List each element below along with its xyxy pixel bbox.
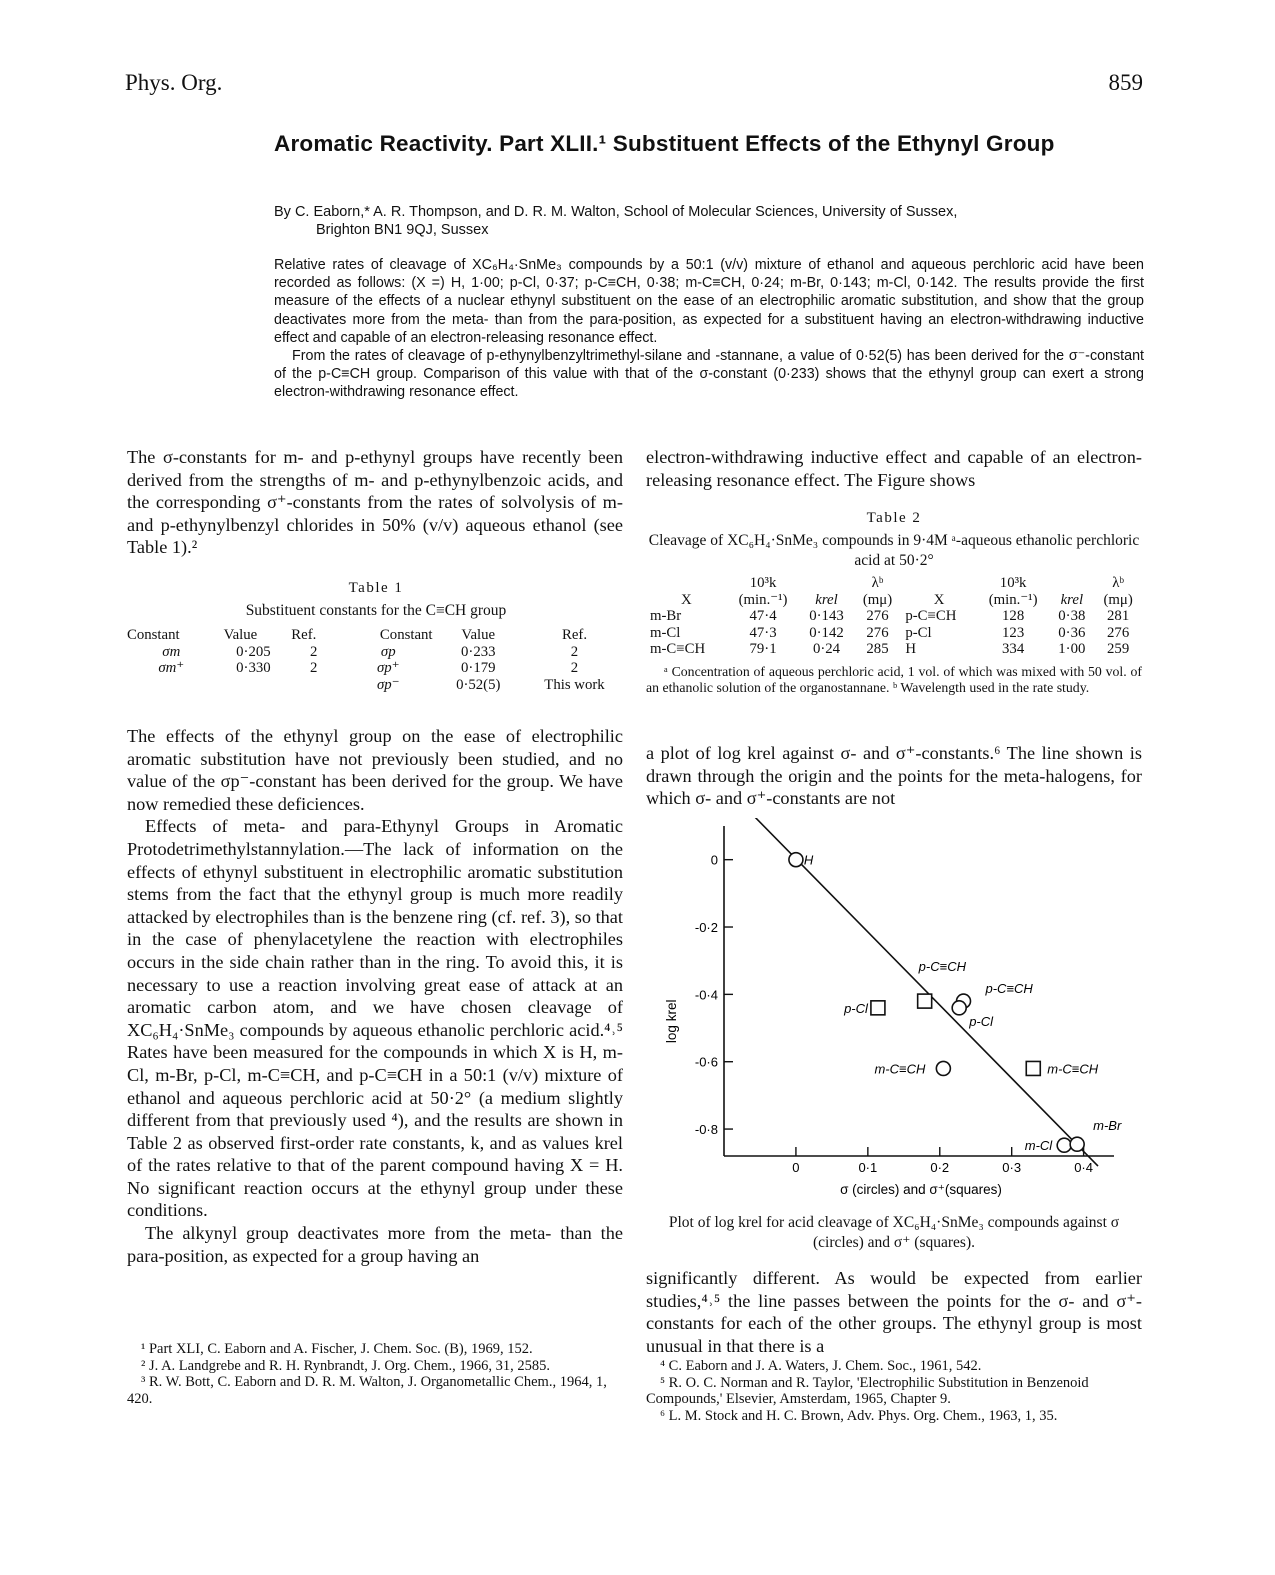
table-row [646,641,1142,658]
table-cell: 0·233 [461,643,496,660]
point-label: m-C≡CH [874,1061,926,1077]
trend-line [724,818,1098,1166]
table-header: Constant [127,627,180,643]
table-cell: 0·330 [236,660,271,676]
table-header: (mμ) [862,591,893,608]
table-cell: 128 [1002,608,1025,624]
y-tick-label: -0·6 [694,1054,718,1070]
table-cell: σp [380,643,396,660]
footnote: ⁶ L. M. Stock and H. C. Brown, Adv. Phys. Org. Chem., 1963, 1, 35. [660,1407,1058,1424]
body-paragraph: The effects of the ethynyl group on the ease of electrophilic aromatic substitution have not previously been studied, and no value of the σp⁻-constant has been derived for the group. We have now remedied these deficiences. [127,726,623,814]
table-row [646,625,1142,642]
table-cell: 2 [570,643,579,660]
table-cell: 276 [866,608,889,624]
table-cell: 0·143 [809,608,844,624]
table-cell: 2 [309,660,318,676]
square-point [871,1001,885,1015]
footnote: ² J. A. Landgrebe and R. H. Rynbrandt, J. Org. Chem., 1966, 31, 2585. [141,1357,551,1374]
table-2 [646,510,1142,697]
table-cell: 2 [309,643,318,660]
y-tick-label: -0·2 [694,920,718,936]
footnotes-left [127,1341,623,1407]
body-paragraph: a plot of log krel against σ- and σ⁺-constants.⁶ The line shown is drawn through the origin and the points for the meta-halogens, for which σ- and σ⁺-constants are not [646,743,1142,809]
plot-marks [724,818,1122,1166]
point-label: p-Cl [969,1013,994,1029]
table-header-row [646,575,1142,592]
table-1 [123,580,629,693]
point-label: m-Cl [1024,1138,1053,1154]
abstract-paragraph: From the rates of cleavage of p-ethynylbenzyltrimethyl-silane and -stannane, a value of 0·52(5) has been derived for the σ⁻-constant of the p-C≡CH group. Comparison of this value with that of the σ-constant (0·233) shows that the ethynyl group can exert a strong electron-withdrawing resonance effect. [274,348,1144,401]
table-1-caption: Substituent constants for the C≡CH group [245,602,507,619]
table-cell: m-Br [650,608,682,624]
table-cell: 334 [1002,641,1025,657]
table-header-row [646,592,1142,609]
table-header: X [681,591,692,608]
table-header [646,575,727,592]
page-number: 859 [1108,70,1143,95]
y-tick-label: -0·8 [694,1122,718,1138]
table-cell: 0·52(5) [456,676,501,693]
x-tick-label: 0·2 [930,1160,950,1175]
table-header-row [123,627,629,644]
circle-point [1070,1137,1084,1151]
table-cell [123,677,220,694]
table-cell: 0·179 [461,660,496,676]
table-1-grid [123,627,629,693]
table-1-label: Table 1 [348,580,404,596]
table-cell: 1·00 [1058,641,1086,657]
x-axis-label: σ (circles) and σ⁺(squares) [840,1182,1002,1197]
point-label: p-C≡CH [985,981,1033,997]
table-header: Value [461,627,496,643]
table-cell: This work [544,676,605,693]
table-cell: 281 [1107,608,1130,624]
table-cell: m-C≡CH [650,641,706,657]
table-cell: 0·38 [1058,608,1086,624]
body-paragraph: electron-withdrawing inductive effect and capable of an electron-releasing resonance effect. The Figure shows [646,447,1142,490]
table-cell: m-Cl [650,624,681,641]
table-cell: σm [162,643,181,660]
table-2-caption: Cleavage of XC₆H₄·SnMe₃ compounds in 9·4M ᵃ-aqueous ethanolic perchloric acid at 50·2° [648,532,1140,569]
table-header: 10³k [999,575,1027,591]
footnotes-right [646,1358,1142,1424]
point-label: H [803,852,814,868]
table-header: (min.⁻¹) [738,591,788,608]
figure-caption: Plot of log krel for acid cleavage of XC₆H₄·SnMe₃ compounds against σ (circles) and σ⁺ (squares). [668,1214,1120,1251]
table-row [646,608,1142,625]
table-cell: 79·1 [749,641,777,657]
table-header: λᵇ [871,575,884,591]
table-cell: 276 [866,624,889,641]
footnote: ¹ Part XLI, C. Eaborn and A. Fischer, J. Chem. Soc. (B), 1969, 152. [141,1341,533,1357]
main-text-right-mid [646,742,1142,810]
article-title: Aromatic Reactivity. Part XLII.¹ Substituent Effects of the Ethynyl Group [274,131,1055,156]
square-point [1026,1061,1040,1075]
intro-paragraph [127,446,623,559]
author-line-2: Brighton BN1 9QJ, Sussex [316,222,489,238]
footnote: ³ R. W. Bott, C. Eaborn and D. R. M. Walton, J. Organometallic Chem., 1964, 1, 420. [127,1374,607,1407]
x-tick-label: 0·1 [858,1160,878,1175]
intro-text: The σ-constants for m- and p-ethynyl groups have recently been derived from the strengths of m- and p-ethynylbenzoic acids, and the corresponding σ⁺-constants from the rates of solvolysis of m- and p-ethynylbenzyl chlorides in 50% (v/v) aqueous ethanol (see Table 1).² [127,447,623,558]
table-header: λᵇ [1112,575,1125,591]
table-header: krel [815,591,838,608]
author-block [274,203,1144,239]
journal-section: Phys. Org. [125,70,223,95]
table-2-label: Table 2 [866,510,922,526]
table-header: 10³k [749,575,777,591]
y-axis-label: log krel [664,999,679,1044]
table-header [1049,575,1094,592]
abstract [274,256,1144,402]
table-2-grid [646,575,1142,658]
table-header: X [933,591,945,608]
circle-point [936,1061,950,1075]
table-row [123,660,629,677]
x-tick-label: 0·4 [1074,1160,1094,1175]
table-header: Value [223,627,258,643]
y-tick-label: 0 [710,852,718,868]
main-text-left [127,725,623,1267]
x-tick-label: 0·3 [1002,1160,1022,1175]
table-cell: σp⁻ [377,676,400,693]
table-cell: 0·142 [809,624,844,641]
square-point [918,994,932,1008]
table-header [799,575,853,592]
table-cell: 259 [1107,641,1130,657]
table-cell: p-Cl [905,624,932,641]
circle-point [952,1001,966,1015]
circle-point [1057,1138,1071,1152]
table-cell: 276 [1107,624,1130,641]
table-row [123,677,629,694]
point-label: p-C≡CH [918,959,966,975]
table-cell: 2 [570,660,579,676]
table-cell: p-C≡CH [905,608,957,624]
table-row [123,644,629,661]
table-2-note: ᵃ Concentration of aqueous perchloric acid, 1 vol. of which was mixed with 50 vol. of an ethanolic solution of the organostannane. ᵇ Wavelength used in the rate study. [646,663,1142,695]
table-cell: 47·4 [749,608,777,624]
table-cell: σm⁺ [158,660,185,676]
footnote: ⁵ R. O. C. Norman and R. Taylor, 'Electrophilic Substitution in Benzenoid Compounds,' Elsevier, Amsterdam, 1965, Chapter 9. [646,1374,1089,1407]
author-line-1: By C. Eaborn,* A. R. Thompson, and D. R. M. Walton, School of Molecular Sciences, University of Sussex, [274,204,958,220]
table-header: Ref. [291,627,317,643]
body-paragraph: Effects of meta- and para-Ethynyl Groups in Aromatic Protodetrimethylstannylation.—The lack of information on the effects of ethynyl substituent in electrophilic aromatic substitution stems from the fact that the ethynyl group is much more readily attacked by electrophiles than is the benzene ring (cf. ref. 3), so that in the case of phenylacetylene the reaction with electrophiles occurs in the side chain rather than in the ring. To avoid this, it is necessary to use a reaction involving great ease of attack at an aromatic carbon atom, and we have chosen cleavage of XC₆H₄·SnMe₃ compounds by aqueous ethanolic perchloric acid.⁴˒⁵ Rates have been measured for the compounds in which X is H, m-Cl, m-Br, p-Cl, m-C≡CH, and p-C≡CH in a 50:1 (v/v) mixture of ethanol and aqueous perchloric acid at 50·2° (a medium slightly different from that previously used ⁴), and the results are shown in Table 2 as observed first-order rate constants, k, and as values krel of the rates relative to that of the parent compound having X = H. No significant reaction occurs at the ethynyl group under these conditions. [127,816,623,1221]
table-header [901,575,977,592]
x-tick-label: 0 [792,1160,800,1175]
table-cell: 0·24 [812,641,841,657]
main-text-right-bottom [646,1267,1142,1357]
point-label: m-Br [1093,1118,1122,1134]
table-cell [287,677,340,694]
table-cell [220,677,288,694]
table-cell: 123 [1002,624,1025,641]
footnote: ⁴ C. Eaborn and J. A. Waters, J. Chem. Soc., 1961, 542. [660,1358,982,1374]
table-header: Constant [379,627,433,643]
table-header: Ref. [561,627,588,643]
point-label: m-C≡CH [1047,1061,1099,1077]
body-paragraph: significantly different. As would be expected from earlier studies,⁴˒⁵ the line passes between the points for the σ- and σ⁺-constants for each of the other groups. The ethynyl group is most unusual in that there is a [646,1268,1142,1356]
table-cell: σp⁺ [377,660,400,676]
running-head [125,70,1143,96]
table-cell: 47·3 [749,624,777,641]
main-text-right-top [646,446,1142,491]
table-cell: H [905,641,917,657]
table-cell: 0·36 [1058,624,1086,641]
table-header: (min.⁻¹) [988,591,1038,608]
circle-point [789,853,803,867]
abstract-paragraph: Relative rates of cleavage of XC₆H₄·SnMe₃ compounds by a 50:1 (v/v) mixture of ethanol and aqueous perchloric acid have been recorded as follows: (X =) H, 1·00; p-Cl, 0·37; p-C≡CH, 0·38; m-C≡CH, 0·24; m-Br, 0·143; m-Cl, 0·142. The results provide the first measure of the effects of a nuclear ethynyl substituent on the ease of an electrophilic aromatic substitution, and show that the group deactivates more from the meta- than from the para-position, as expected for a substituent having an electron-withdrawing inductive effect and capable of an electron-releasing resonance effect. [274,257,1144,346]
table-header: (mμ) [1103,591,1133,608]
table-header: krel [1060,591,1084,608]
figure-plot [646,818,1142,1210]
table-cell: 285 [866,641,889,657]
table-cell: 0·205 [236,643,271,660]
y-tick-label: -0·4 [694,987,718,1003]
body-paragraph: The alkynyl group deactivates more from the meta- than the para-position, as expected for a group having an [127,1223,623,1266]
point-label: p-Cl [844,1000,868,1016]
